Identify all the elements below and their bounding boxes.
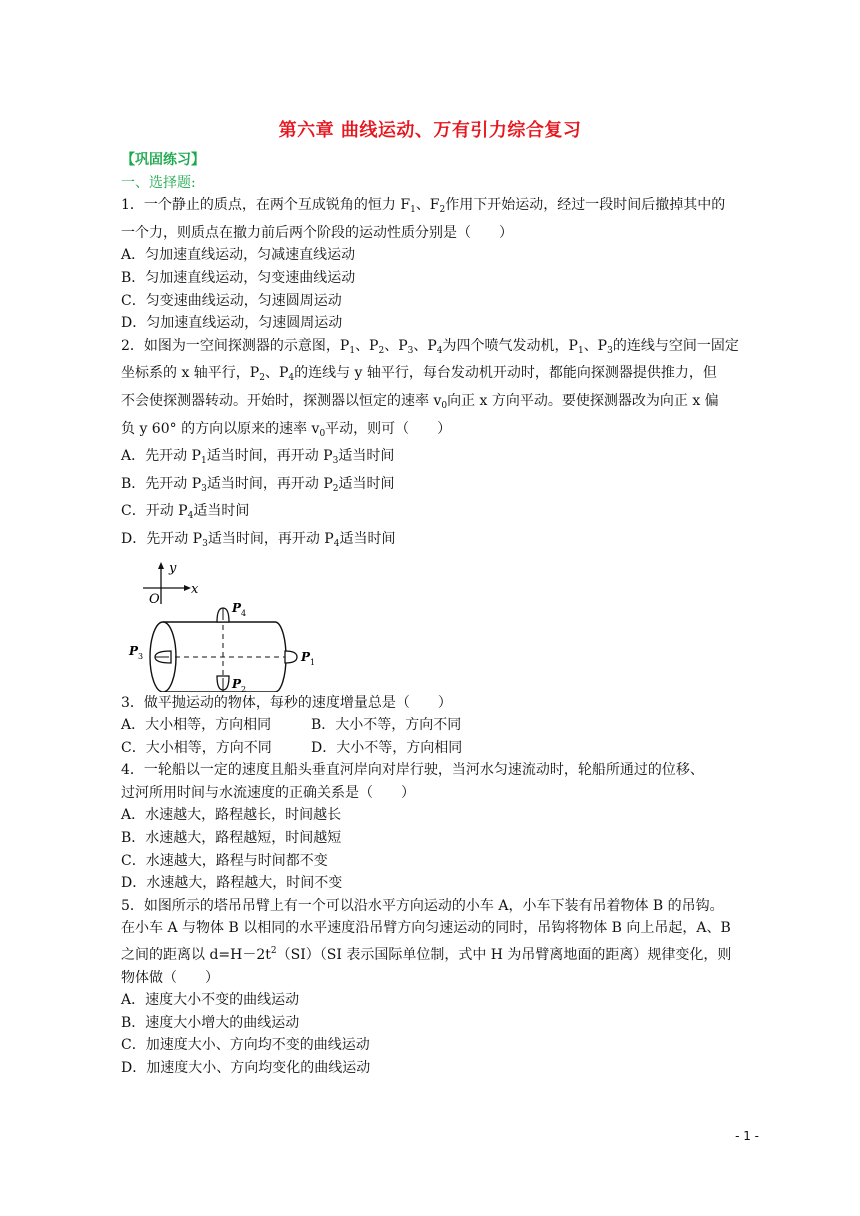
- q4-option-d: D．水速越大，路程越大，时间不变: [121, 875, 343, 892]
- page-title: 第六章 曲线运动、万有引力综合复习: [278, 120, 582, 141]
- label-p2: P: [232, 676, 242, 691]
- q5-option-c: C．加速度大小、方向均不变的曲线运动: [121, 1037, 370, 1054]
- q5-option-d: D．加速度大小、方向均变化的曲线运动: [121, 1060, 371, 1076]
- q5-stem-line3: 之间的距离以 $d=H-2t^2(SI)(SI$ 表示国际单位制，式中 H 为吊臂离地面的距离）规律变化，则: [121, 946, 732, 964]
- label-p4: P: [232, 600, 242, 615]
- q2-probe-figure: [121, 560, 763, 692]
- q1-option-c: C．匀变速曲线运动，匀速圆周运动: [121, 292, 342, 309]
- q5-option-b: B．速度大小增大的曲线运动: [121, 1014, 300, 1031]
- x-axis-label: x: [191, 581, 199, 597]
- label-p2-sub: 2: [241, 684, 247, 692]
- q1-option-b: B．匀加速直线运动，匀变速曲线运动: [121, 269, 356, 286]
- q3-options-row1: [121, 714, 763, 737]
- q4-stem-line1: 4．一轮船以一定的速度且船头垂直河岸向对岸行驶，当河水匀速流动时，轮船所通过的位移、: [121, 762, 704, 779]
- label-p4-sub: 4: [241, 608, 247, 618]
- y-axis-label: y: [169, 560, 177, 576]
- q2-stem-line2: 坐标系的 x 轴平行，$P_2$、$P_4$的连线与 y 轴平行，每台发动机开动时，都能向探测器提供推力，但: [121, 365, 717, 384]
- q4-option-c: C．水速越大，路程与时间都不变: [121, 852, 328, 869]
- nozzle-p1-icon: [285, 651, 297, 663]
- q3-option-b: B．大小不等，方向不同: [311, 717, 462, 734]
- subsection-label: 一、选择题:: [121, 174, 196, 191]
- label-p3: P: [129, 643, 139, 658]
- label-p1: P: [301, 649, 311, 664]
- q2-option-a: A．先开动 $P_1$适当时间，再开动 $P_3$适当时间: [121, 448, 395, 467]
- q3-option-d: D．大小不等，方向相同: [311, 739, 463, 756]
- label-p1-sub: 1: [310, 657, 316, 667]
- q4-stem-line2: 过河所用时间与水流速度的正确关系是（ ）: [121, 784, 415, 801]
- q2-option-c: C．开动 $P_4$适当时间: [121, 503, 250, 522]
- q2-option-d: D．先开动 $P_3$适当时间，再开动 $P_4$适当时间: [121, 530, 396, 549]
- q2-stem-line3: 不会使探测器转动。开始时，探测器以恒定的速率 $v_0$向正 x 方向平动。要使探测器改为向正 x 偏: [121, 392, 719, 411]
- probe-diagram: [125, 560, 385, 692]
- q5-option-a: A．速度大小不变的曲线运动: [121, 992, 300, 1009]
- q1-stem-cont: 一个力，则质点在撤力前后两个阶段的运动性质分别是（ ）: [121, 224, 513, 241]
- q4-option-b: B．水速越大，路程越短，时间越短: [121, 830, 342, 847]
- q2-stem-line1: 2．如图为一空间探测器的示意图，$P_1$、$P_2$、$P_3$、$P_4$为四个喷气发动机，$P_1$、$P_3$的连线与空间一固定: [121, 337, 739, 356]
- q5-stem-line2: 在小车 A 与物体 B 以相同的水平速度沿吊臂方向匀速运动的同时，吊钩将物体 B 向上吊起，A、B: [121, 920, 731, 937]
- origin-label: O: [149, 591, 160, 607]
- x-axis-arrow-icon: [184, 585, 191, 591]
- q3-option-a: A．大小相等，方向相同: [121, 717, 272, 734]
- q5-stem-line4: 物体做（ ）: [121, 969, 219, 986]
- q5-stem-line1: 5．如图所示的塔吊吊臂上有一个可以沿水平方向运动的小车 A，小车下装有吊着物体 B 的吊钩。: [121, 897, 724, 914]
- q2-option-b: B．先开动 $P_3$适当时间，再开动 $P_2$适当时间: [121, 475, 395, 494]
- label-p3-sub: 3: [138, 651, 144, 661]
- page-number: - 1 -: [735, 1129, 759, 1143]
- y-axis-arrow-icon: [158, 562, 164, 569]
- q4-option-a: A．水速越大，路程越长，时间越长: [121, 807, 342, 824]
- section-label: 【巩固练习】: [121, 152, 205, 168]
- q3-option-c: C．大小相等，方向不同: [121, 739, 272, 756]
- q3-stem: 3．做平抛运动的物体，每秒的速度增量总是（ ）: [121, 694, 452, 711]
- document-body: [121, 149, 763, 1080]
- q1-option-d: D．匀加速直线运动，匀速圆周运动: [121, 315, 343, 332]
- q1-stem: 1．一个静止的质点，在两个互成锐角的恒力 $F_1$、$F_2$作用下开始运动，经过一段时间后撤掉其中的: [121, 197, 726, 216]
- q3-options-row2: [121, 737, 763, 760]
- q1-option-a: A．匀加速直线运动，匀减速直线运动: [121, 247, 356, 264]
- q2-stem-line4: 负 y 60° 的方向以原来的速率 $v_0$平动，则可（ ）: [121, 420, 452, 439]
